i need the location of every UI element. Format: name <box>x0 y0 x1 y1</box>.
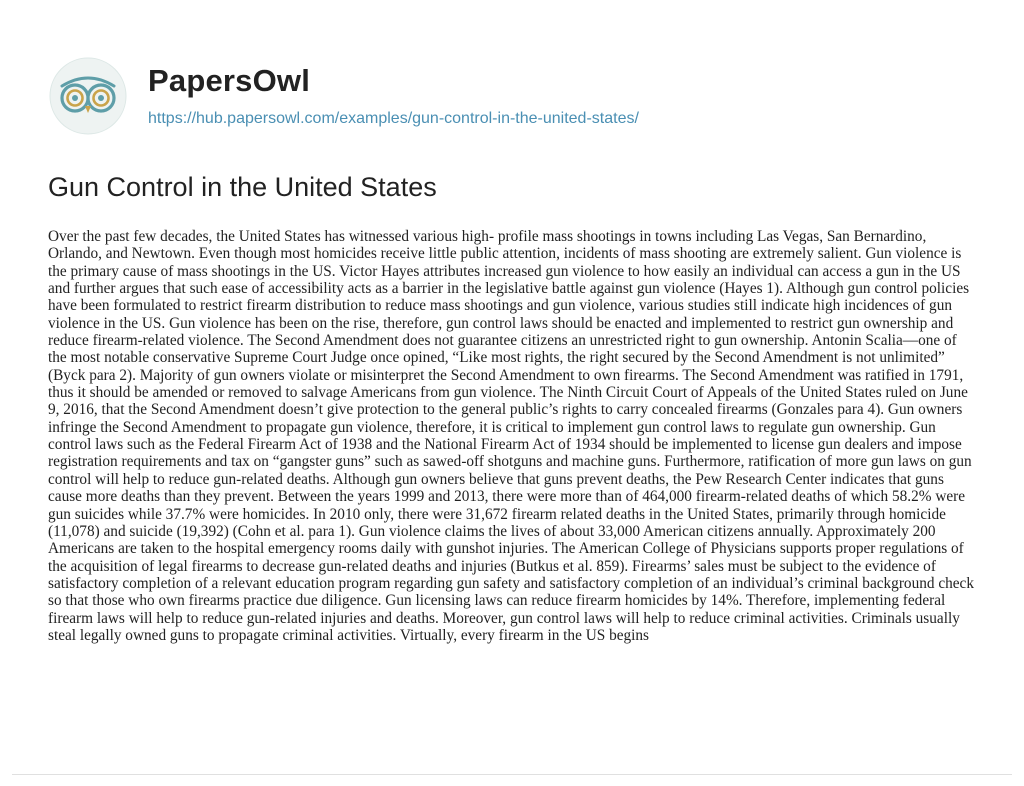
essay-title: Gun Control in the United States <box>48 172 437 202</box>
page-bottom-divider <box>12 774 1012 775</box>
source-url-link[interactable]: https://hub.papersowl.com/examples/gun-control-in-the-united-states/ <box>148 109 639 127</box>
site-header <box>48 56 639 136</box>
brand-name[interactable]: PapersOwl <box>148 62 311 98</box>
brand-block <box>148 62 639 128</box>
owl-eyes-icon[interactable] <box>48 56 128 136</box>
essay-body: Over the past few decades, the United States has witnessed various high- profile mass shootings in towns including Las Vegas, San Bernardino, Orlando, and Newtown. Even though most homicides receive little public attention, incidents of mass shooting are extremely salient. Gun violence is the primary cause of mass shootings in the US. Victor Hayes attributes increased gun violence to how easily an individual can access a gun in the US and further argues that such ease of accessibility acts as a barrier in the legislative battle against gun violence (Hayes 1). Although gun control policies have been formulated to restrict firearm distribution to reduce mass shootings and gun violence, various studies still indicate high incidences of gun violence in the US. Gun violence has been on the rise, therefore, gun control laws should be enacted and implemented to restrict gun ownership and reduce firearm-related violence. The Second Amendment does not guarantee citizens an unrestricted right to gun ownership. Antonin Scalia—one of the most notable conservative Supreme Court Judge once opined, “Like most rights, the right secured by the Second Amendment is not unlimited” (Byck para 2). Majority of gun owners violate or misinterpret the Second Amendment to own firearms. The Second Amendment was ratified in 1791, thus it should be amended or removed to salvage Americans from gun violence. The Ninth Circuit Court of Appeals of the United States ruled on June 9, 2016, that the Second Amendment doesn’t give protection to the general public’s rights to carry concealed firearms (Gonzales para 4). Gun owners infringe the Second Amendment to propagate gun violence, therefore, it is critical to implement gun control laws to regulate gun ownership. Gun control laws such as the Federal Firearm Act of 1938 and the National Firearm Act of 1934 should be implemented to license gun dealers and impose registration requirements and tax on “gangster guns” such as sawed-off shotguns and machine guns. Furthermore, ratification of more gun laws on gun control will help to reduce gun-related deaths. Although gun owners believe that guns prevent deaths, the Pew Research Center indicates that guns cause more deaths than they prevent. Between the years 1999 and 2013, there were more than of 464,000 firearm-related deaths of which 58.2% were gun suicides while 37.7% were homicides. In 2010 only, there were 31,672 firearm related deaths in the United States, primarily through homicide (11,078) and suicide (19,392) (Cohn et al. para 1). Gun violence claims the lives of about 33,000 American citizens annually. Approximately 200 Americans are taken to the hospital emergency rooms daily with gunshot injuries. The American College of Physicians supports proper regulations of the acquisition of legal firearms to decrease gun-related deaths and injuries (Butkus et al. 859). Firearms’ sales must be subject to the evidence of satisfactory completion of a relevant education program regarding gun safety and satisfactory completion of an individual’s criminal background check so that those who own firearms practice due diligence. Gun licensing laws can reduce firearm homicides by 14%. Therefore, implementing federal firearm laws will help to reduce gun-related injuries and deaths. Moreover, gun control laws will help to reduce criminal activities. Criminals usually steal legally owned guns to propagate criminal activities. Virtually, every firearm in the US begins <box>48 228 974 644</box>
